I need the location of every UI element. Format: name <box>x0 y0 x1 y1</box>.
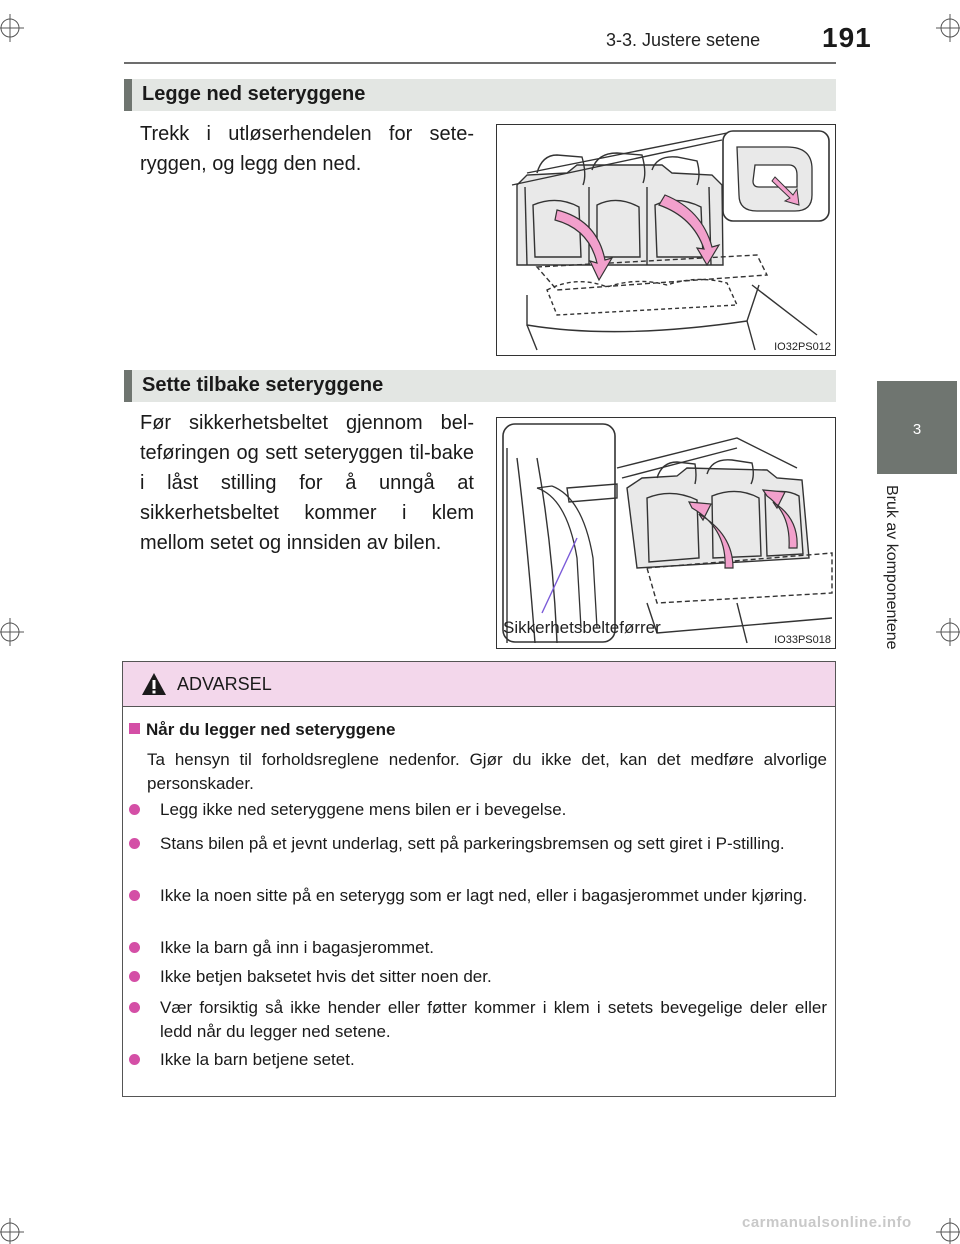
warning-bullet: Vær forsiktig så ikke hender eller føtter kommer i klem i setets bevegelige deler eller ledd når du legger ned setene. <box>129 996 827 1044</box>
fold-seat-illustration <box>497 125 835 355</box>
warning-bullet: Ikke la noen sitte på en seterygg som er lagt ned, eller i bagasjerommet under kjøring. <box>129 884 827 908</box>
warning-bullet: Ikke la barn betjene setet. <box>129 1048 827 1072</box>
warning-title <box>129 720 395 740</box>
bullet-dot-icon <box>129 971 140 982</box>
warning-box <box>122 661 836 1097</box>
bullet-dot-icon <box>129 838 140 849</box>
section-title-return <box>124 370 836 402</box>
bullet-dot-icon <box>129 942 140 953</box>
warning-bullet: Ikke betjen baksetet hvis det sitter noen der. <box>129 965 827 989</box>
fold-figure-code: IO32PS012 <box>774 341 831 353</box>
return-figure-code: IO33PS018 <box>774 634 831 646</box>
page-number: 191 <box>822 22 872 53</box>
return-seat-illustration <box>497 418 835 648</box>
square-bullet-icon <box>129 723 140 734</box>
return-instruction: Før sikkerhetsbeltet gjennom bel-teføringen og sett seteryggen til-bake i låst stilling for å unngå at sikkerhetsbeltet kommer i klem mellom setet og innsiden av bilen. <box>140 412 474 554</box>
warning-header <box>123 662 835 707</box>
warning-intro: Ta hensyn til forholdsreglene nedenfor. Gjør du ikke det, kan det medføre alvorlige personskader. <box>147 750 827 793</box>
bullet-dot-icon <box>129 1054 140 1065</box>
fold-instruction: Trekk i utløserhendelen for sete-ryggen, og legg den ned. <box>140 123 474 175</box>
header-rule <box>124 62 836 64</box>
chapter-title <box>876 485 906 685</box>
bullet-dot-icon <box>129 1002 140 1013</box>
footer-watermark: carmanualsonline.info <box>742 1214 912 1231</box>
chapter-title-text: Bruk av komponentene <box>883 485 900 650</box>
chapter-number: 3 <box>912 421 922 438</box>
fold-seat-figure <box>496 124 836 356</box>
seatbelt-guide-label: Sikkerhetsbelteførrer <box>503 618 661 637</box>
section-title-fold <box>124 79 836 111</box>
warning-bullet: Legg ikke ned seteryggene mens bilen er i bevegelse. <box>129 798 827 822</box>
warning-bullet: Ikke la barn gå inn i bagasjerommet. <box>129 936 827 960</box>
warning-bullet: Stans bilen på et jevnt underlag, sett på parkeringsbremsen og sett giret i P-stilling. <box>129 832 827 856</box>
bullet-dot-icon <box>129 804 140 815</box>
warning-triangle-icon <box>141 672 167 696</box>
section-title-fold-text: Legge ned seteryggene <box>142 83 366 105</box>
section-title-return-text: Sette tilbake seteryggene <box>142 374 384 396</box>
warning-label: ADVARSEL <box>177 674 272 694</box>
header-section-title: 3-3. Justere setene <box>606 30 761 50</box>
return-seat-figure <box>496 417 836 649</box>
bullet-dot-icon <box>129 890 140 901</box>
warning-title-text: Når du legger ned seteryggene <box>146 720 396 739</box>
